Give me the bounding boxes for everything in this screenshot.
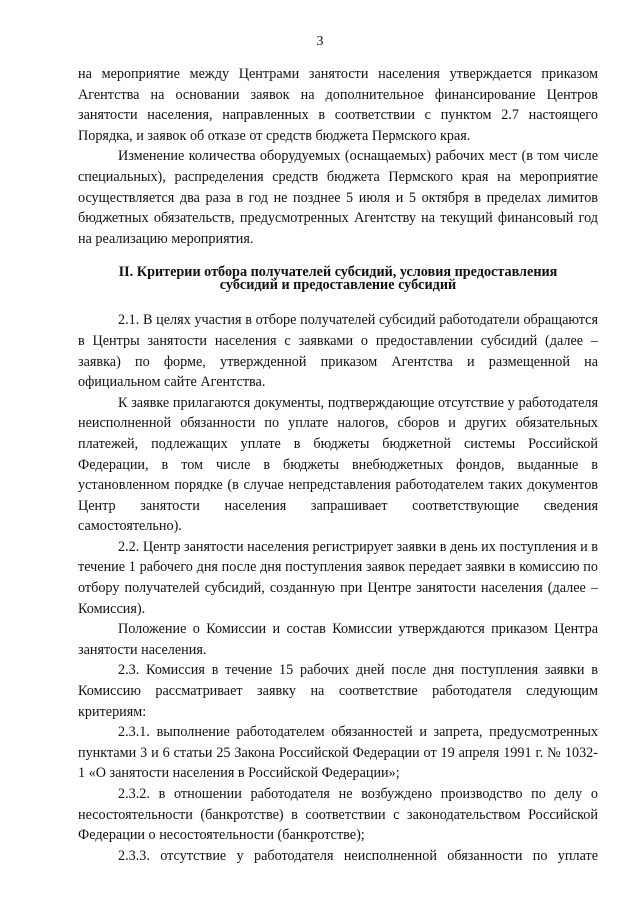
- section-heading: [78, 266, 598, 292]
- paragraph-2-3-3: 2.3.3. отсутствие у работодателя неисполненной обязанности по уплате: [118, 847, 598, 864]
- paragraph-attachments: К заявке прилагаются документы, подтверждающие отсутствие у работодателя неисполненной обязанности по уплате налогов, сборов и других обязательных платежей, подлежащих уплате в бюджеты бюджетной системы Российской Федерации, в том числе в бюджеты внебюджетных фондов, выданные в установленном порядке (в случае непредставления работодателем таких документов Центр занятости населения запрашивает соответствующие сведения самостоятельно).: [78, 394, 598, 535]
- paragraph-2-2: 2.2. Центр занятости населения регистрирует заявки в день их поступления и в течение 1 рабочего дня после дня поступления заявок передает заявки в комиссию по отбору получателей субсидий, созданную при Центре занятости населения (далее – Комиссия).: [78, 538, 598, 617]
- paragraph-2-3: 2.3. Комиссия в течение 15 рабочих дней после дня поступления заявки в Комиссию рассматривает заявку на соответствие работодателя следующим критериям:: [78, 662, 598, 720]
- paragraph-2-3-2: 2.3.2. в отношении работодателя не возбуждено производство по делу о несостоятельности (банкротстве) в соответствии с законодательством Российской Федерации о несостоятельности (банкротстве);: [78, 786, 598, 844]
- paragraph-2-1: 2.1. В целях участия в отборе получателей субсидий работодатели обращаются в Центры занятости населения с заявками о предоставлении субсидий (далее – заявка) по форме, утвержденной приказом Агентства и размещенной на официальном сайте Агентства.: [78, 312, 598, 391]
- section-heading-line-2: субсидий и предоставление субсидий: [219, 277, 457, 294]
- section-heading-line-1: II. Критерии отбора получателей субсидий, условия предоставления: [118, 264, 558, 281]
- page-number: 3: [316, 34, 324, 49]
- paragraph-2-3-1: 2.3.1. выполнение работодателем обязанностей и запрета, предусмотренных пунктами 3 и 6 статьи 25 Закона Российской Федерации от 19 апреля 1991 г. № 1032-1 «О занятости населения в Российской Федерации»;: [78, 724, 598, 782]
- paragraph-commission-regulation: Положение о Комиссии и состав Комиссии утверждаются приказом Центра занятости населения.: [78, 621, 598, 658]
- paragraph-continuation: на мероприятие между Центрами занятости населения утверждается приказом Агентства на основании заявок на дополнительное финансирование Центров занятости населения, направленных в соответствии с пунктом 2.7 настоящего Порядка, и заявок об отказе от средств бюджета Пермского края.: [78, 66, 598, 144]
- document-body: [78, 64, 598, 866]
- paragraph-change-quantity: Изменение количества оборудуемых (оснащаемых) рабочих мест (в том числе специальных), распределения средств бюджета Пермского края на мероприятие осуществляется два раза в год не позднее 5 июля и 5 октября в пределах лимитов бюджетных обязательств, предусмотренных Агентству на текущий финансовый год на реализацию мероприятия.: [78, 148, 598, 247]
